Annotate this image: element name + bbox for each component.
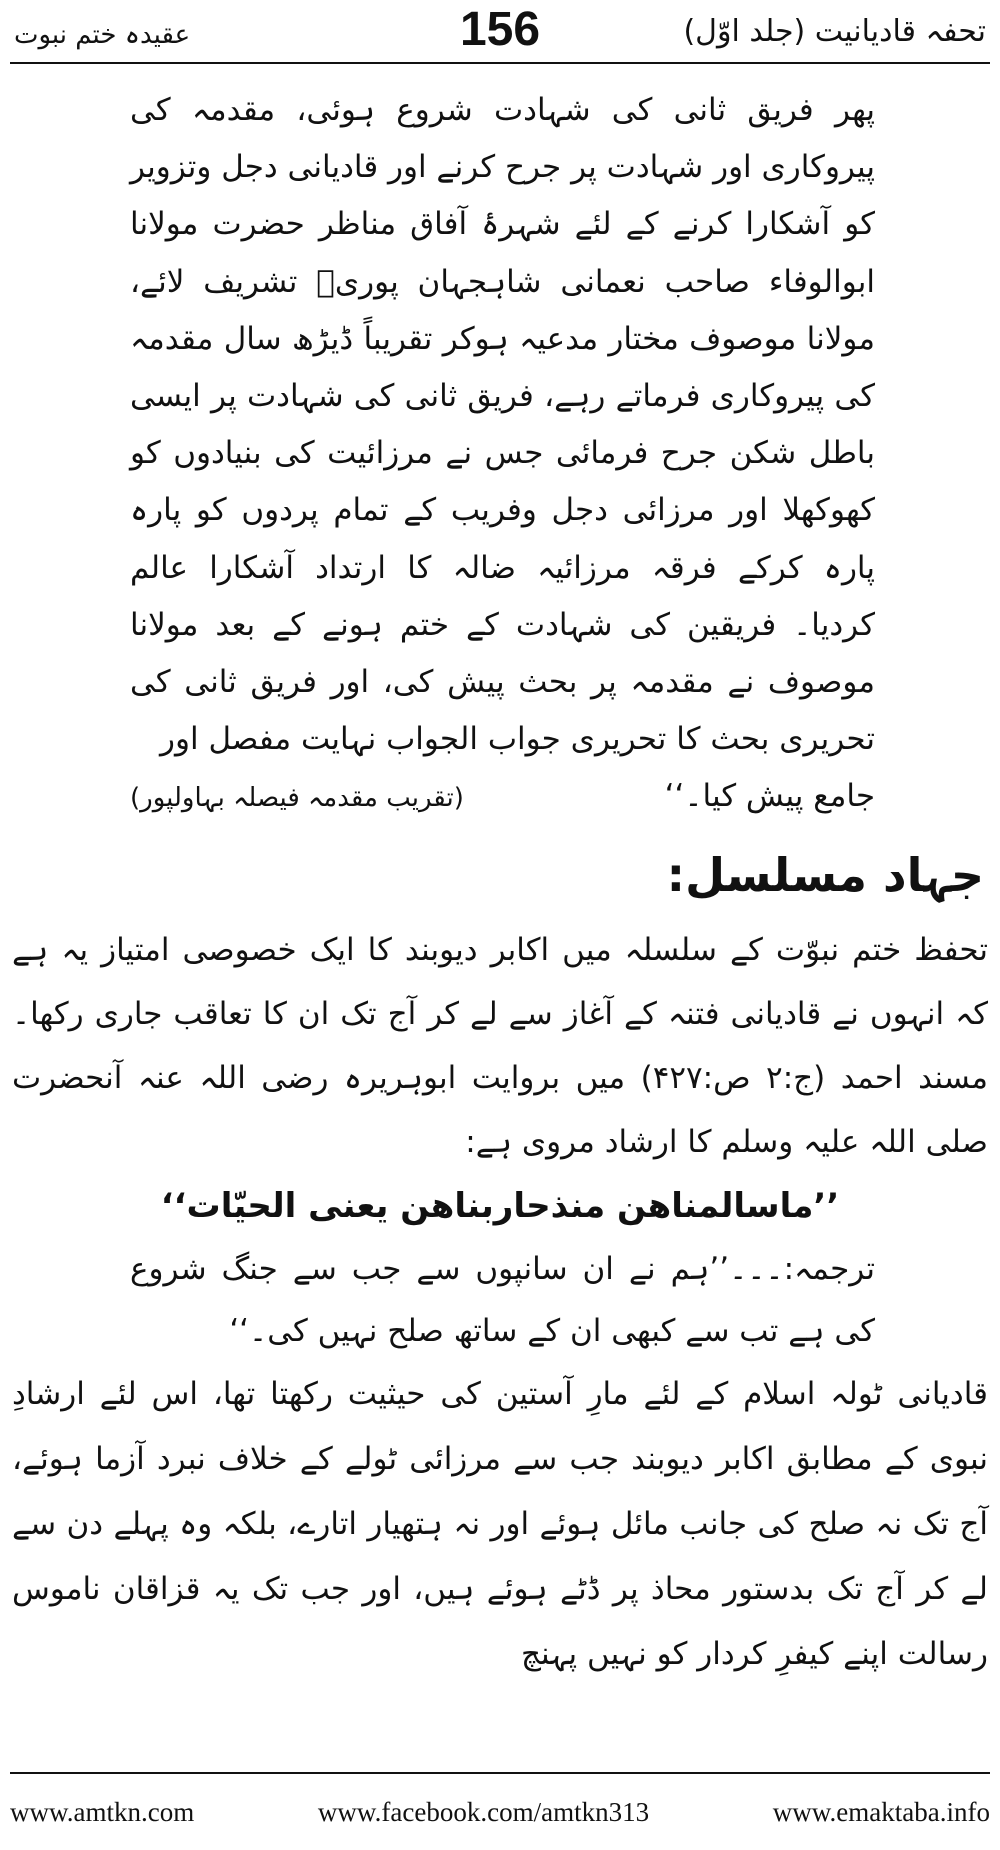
- section-heading: جہاد مسلسل:: [666, 847, 984, 902]
- footer-link-emaktaba[interactable]: www.emaktaba.info: [772, 1796, 990, 1827]
- page-body: [10, 82, 990, 1770]
- quote-text: پھر فریق ثانی کی شہادت شروع ہوئی، مقدمہ کی پیروکاری اور شہادت پر جرح کرنے اور قادیانی دجل وتزویر کو آشکارا کرنے کے لئے شہرۂ آفاق مناظر حضرت مولانا ابوالوفاء صاحب نعمانی شاہجہان پوریؒ تشریف لائے، مولانا موصوف مختار مدعیہ ہوکر تقریباً ڈیڑھ سال مقدمہ کی پیروکاری فرماتے رہے، فریق ثانی کی شہادت پر ایسی باطل شکن جرح فرمائی جس نے مرزائیت کی بنیادوں کو کھوکھلا اور مرزائی دجل وفریب کے تمام پردوں کو پارہ پارہ کرکے فرقہ مرزائیہ ضالہ کا ارتداد آشکارا عالم کردیا۔ فریقین کی شہادت کے ختم ہونے کے بعد مولانا موصوف نے مقدمہ پر بحث پیش کی، اور فریق ثانی کی تحریری بحث کا تحریری جواب الجواب نہایت مفصل اور: [130, 92, 875, 758]
- paragraph-continuation: قادیانی ٹولہ اسلام کے لئے مارِ آستین کی حیثیت رکھتا تھا، اس لئے ارشادِ نبوی کے مطابق اکابر دیوبند جب سے مرزائی ٹولے کے خلاف نبرد آزما ہوئے، آج تک نہ صلح کی جانب مائل ہوئے اور نہ ہتھیار اتارے، بلکہ وہ پہلے دن سے لے کر آج تک بدستور محاذ پر ڈٹے ہوئے ہیں، اور جب تک یہ قزاقان ناموس رسالت اپنے کیفرِ کردار کو نہیں پہنچ: [12, 1375, 988, 1672]
- footer-link-facebook[interactable]: www.facebook.com/amtkn313: [317, 1796, 650, 1827]
- quote-last-line: جامع پیش کیا۔‘‘: [664, 778, 875, 815]
- header-topic: عقیدہ ختم نبوت: [14, 20, 191, 50]
- quote-source: (تقریب مقدمہ فیصلہ بہاولپور): [130, 783, 464, 814]
- paragraph-intro: تحفظ ختم نبوّت کے سلسلہ میں اکابر دیوبند کا ایک خصوصی امتیاز یہ ہے کہ انہوں نے قادیانی فتنہ کے آغاز سے لے کر آج تک ان کا تعاقب جاری رکھا۔ مسند احمد (ج:۲ ص:۴۲۷) میں بروایت ابوہریرہ رضی اللہ عنہ آنحضرت صلی اللہ علیہ وسلم کا ارشاد مروی ہے:: [12, 931, 988, 1160]
- hadith-translation: ترجمہ:۔۔۔’’ہم نے ان سانپوں سے جب سے جنگ شروع کی ہے تب سے کبھی ان کے ساتھ صلح نہیں کی۔‘‘: [130, 1250, 875, 1349]
- quote-end-line: [130, 768, 875, 827]
- hadith-quote: ’’ماسالمناهن منذحاربناهن يعنى الحيّات‘‘: [160, 1185, 840, 1226]
- page-footer: [10, 1772, 990, 1850]
- page-header: [10, 0, 990, 64]
- header-book-title: تحفہ قادیانیت (جلد اوّل): [683, 14, 986, 49]
- page-number: 156: [459, 3, 541, 56]
- footer-link-amtkn[interactable]: www.amtkn.com: [10, 1796, 195, 1827]
- quoted-passage: [130, 82, 875, 828]
